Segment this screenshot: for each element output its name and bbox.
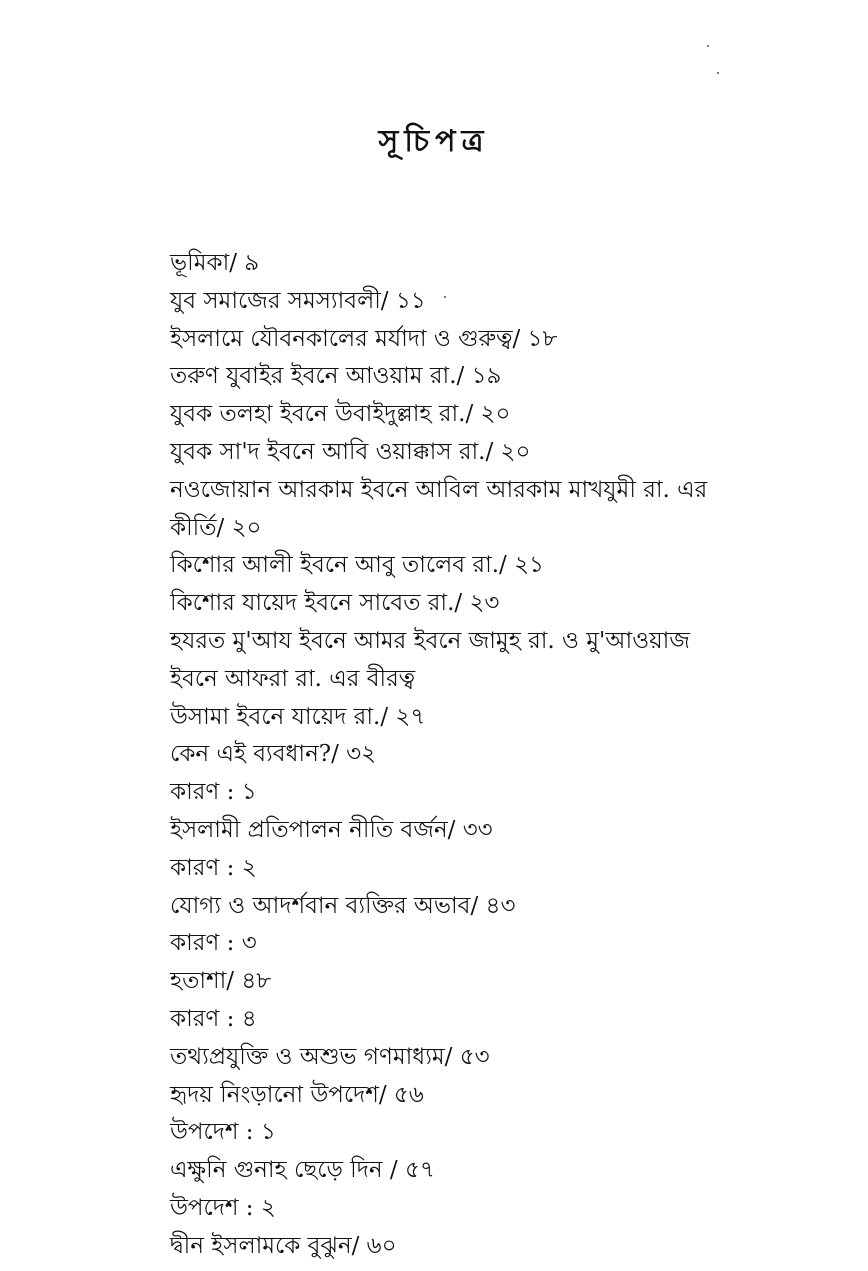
scan-speck bbox=[717, 72, 719, 74]
toc-entry: তথ্যপ্রযুক্তি ও অশুভ গণমাধ্যম/ ৫৩ bbox=[170, 1043, 490, 1070]
toc-entry: নওজোয়ান আরকাম ইবনে আবিল আরকাম মাখযুমী রা. এর bbox=[170, 476, 708, 503]
toc-entry: হৃদয় নিংড়ানো উপদেশ/ ৫৬ bbox=[170, 1081, 424, 1108]
scan-speck bbox=[707, 45, 709, 47]
toc-entry: কিশোর যায়েদ ইবনে সাবেত রা./ ২৩ bbox=[170, 590, 500, 617]
toc-entry: কারণ : ১ bbox=[170, 779, 257, 806]
toc-entry: ইসলামে যৌবনকালের মর্যাদা ও গুরুত্ব/ ১৮ bbox=[170, 325, 558, 352]
toc-entry: ইসলামী প্রতিপালন নীতি বর্জন/ ৩৩ bbox=[170, 816, 493, 843]
toc-entry: যুবক তলহা ইবনে উবাইদুল্লাহ রা./ ২০ bbox=[170, 401, 511, 428]
toc-entry: দ্বীন ইসলামকে বুঝুন/ ৬০ bbox=[170, 1232, 397, 1259]
toc-entry: ইবনে আফরা রা. এর বীরত্ব bbox=[170, 665, 416, 692]
toc-entry: হতাশা/ ৪৮ bbox=[170, 968, 272, 995]
toc-entry: যুবক সা'দ ইবনে আবি ওয়াক্কাস রা./ ২০ bbox=[170, 438, 531, 465]
toc-entry: কারণ : ৪ bbox=[170, 1005, 257, 1032]
toc-entry: ভূমিকা/ ৯ bbox=[170, 250, 260, 276]
toc-entry: যুব সমাজের সমস্যাবলী/ ১১ bbox=[170, 287, 426, 314]
toc-entry: উসামা ইবনে যায়েদ রা./ ২৭ bbox=[170, 703, 426, 730]
page-title: সূচিপত্র bbox=[378, 124, 490, 159]
toc-entry: কারণ : ২ bbox=[170, 854, 257, 881]
toc-entry: তরুণ যুবাইর ইবনে আওয়াম রা./ ১৯ bbox=[170, 363, 502, 390]
toc-entry: হযরত মু'আয ইবনে আমর ইবনে জামুহ রা. ও মু'আওয়াজ bbox=[170, 627, 690, 654]
toc-entry: কিশোর আলী ইবনে আবু তালেব রা./ ২১ bbox=[170, 552, 544, 579]
toc-entry: এক্ষুনি গুনাহ ছেড়ে দিন / ৫৭ bbox=[170, 1157, 435, 1184]
toc-entry: কারণ : ৩ bbox=[170, 930, 257, 957]
toc-entry: উপদেশ : ২ bbox=[170, 1194, 276, 1221]
toc-entry: কেন এই ব্যবধান?/ ৩২ bbox=[170, 741, 377, 768]
toc-entry: উপদেশ : ১ bbox=[170, 1119, 276, 1146]
toc-entry: কীর্তি/ ২০ bbox=[170, 514, 262, 541]
table-of-contents bbox=[170, 245, 770, 1266]
toc-entry: যোগ্য ও আদর্শবান ব্যক্তির অভাব/ ৪৩ bbox=[170, 892, 516, 919]
